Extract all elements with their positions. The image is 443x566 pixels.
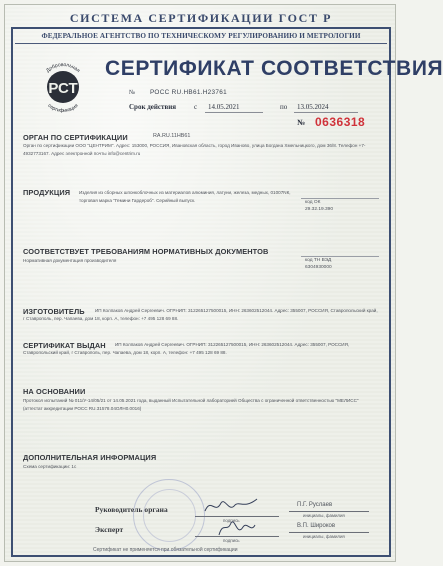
logo-mark: РСТ xyxy=(48,80,78,97)
footer-note: Сертификат не применяется при обязательной сертификации xyxy=(93,547,238,553)
validity-from-label: с xyxy=(194,103,198,111)
extra-text: Схема сертификации: 1с xyxy=(23,464,77,469)
tnved-label: код ТН ВЭД xyxy=(305,258,332,263)
document-title: СЕРТИФИКАТ СООТВЕТСТВИЯ xyxy=(105,57,443,80)
validity-to-label: по xyxy=(280,103,288,111)
tnved-code: 6304930000 xyxy=(305,265,332,270)
validity-label: Срок действия xyxy=(129,103,177,111)
expert-sign-caption: подпись xyxy=(223,538,240,543)
svg-text:сертификация xyxy=(46,103,79,114)
round-stamp xyxy=(133,479,205,551)
expert-name-line xyxy=(289,532,369,533)
expert-label: Эксперт xyxy=(95,525,124,534)
system-title: СИСТЕМА СЕРТИФИКАЦИИ ГОСТ Р xyxy=(69,11,333,25)
agency-name: ФЕДЕРАЛЬНОЕ АГЕНТСТВО ПО ТЕХНИЧЕСКОМУ РЕГУЛИРОВАНИЮ И МЕТРОЛОГИИ xyxy=(41,32,361,40)
serial-number-label: № xyxy=(297,118,306,127)
logo-text-bottom: сертификация xyxy=(46,102,80,115)
product-code: 29.32.19.390 xyxy=(305,207,334,212)
head-name: П.Г. Руслаев xyxy=(297,502,333,508)
date-from-underline xyxy=(205,112,263,113)
expert-name: В.П. Широков xyxy=(297,523,336,529)
validity-date-to: 13.05.2024 xyxy=(297,103,329,111)
head-label: Руководитель органа xyxy=(95,505,168,514)
head-name-caption: инициалы, фамилия xyxy=(303,513,345,518)
head-sign-caption: подпись xyxy=(223,518,240,523)
expert-sign-line xyxy=(195,536,279,537)
organ-code: RA.RU.11НВ61 xyxy=(153,133,191,139)
issued-text: ИП Колпаков Андрей Сергеевич. ОГРНИП: 312265127500015, ИНН: 263602512044. Адрес: 355007, РОССИЯ, Ставропольский край, г Ставрополь, пер. Чапаева, дом 18, корп. А, телефон: +7 495 128 69 88. xyxy=(23,342,350,355)
rst-logo-icon xyxy=(33,57,93,117)
certificate-sheet xyxy=(4,4,443,562)
organ-title: ОРГАН ПО СЕРТИФИКАЦИИ xyxy=(23,133,128,142)
product-code-label: код ОК xyxy=(305,200,321,205)
product-code-rule xyxy=(301,198,379,199)
maker-text: ИП Колпаков Андрей Сергеевич. ОГРНИП: 312265127500015, ИНН: 263602512044. Адрес: 355007, РОССИЯ, Ставропольский край, г Ставрополь, пер. Чапаева, дом 18, корп. А, телефон: +7 495 128 69 88. xyxy=(23,308,378,321)
head-name-line xyxy=(289,511,369,512)
product-text: Изделия из сборных шпонкоблочных из материалов алюминия, латуни, железа, медных, 01007NК, торговая марка "Гемини Гардероб". Серийный выпуск. xyxy=(79,190,291,203)
conformity-text: Нормативная документация производителя xyxy=(23,258,117,263)
product-title: ПРОДУКЦИЯ xyxy=(23,188,71,197)
maker-title: ИЗГОТОВИТЕЛЬ xyxy=(23,307,85,316)
date-to-underline xyxy=(294,112,358,113)
tnved-rule xyxy=(301,256,379,257)
logo-text-top: Добровольная xyxy=(45,61,81,74)
reg-number-label: № xyxy=(129,89,136,96)
basis-title: НА ОСНОВАНИИ xyxy=(23,387,86,396)
basis-text: Протокол испытаний № 011/У-14/05/21 от 14.05.2021 года, выданный Испытательной лабораторией Общества с ограниченной ответственностью "МЕЛИСС" (аттестат аккредитации РОСС RU.31578.04ОЛН0.0016) xyxy=(23,398,359,411)
agency-rule xyxy=(15,43,387,44)
reg-number: РОСС RU.НВ61.Н23761 xyxy=(150,89,227,96)
issued-title: СЕРТИФИКАТ ВЫДАН xyxy=(23,341,106,350)
conformity-title: СООТВЕТСТВУЕТ ТРЕБОВАНИЯМ НОРМАТИВНЫХ ДОКУМЕНТОВ xyxy=(23,247,269,256)
expert-name-caption: инициалы, фамилия xyxy=(303,534,345,539)
organ-text: Орган по сертификации ООО "ЦЕНТРИМ". Адрес: 153000, РОССИЯ, Ивановская область, город Иваново, улица Богдана Хмельницкого, дом 36/8. Телефон +7-4932773167. Адрес электронной почты info@centrim.ru xyxy=(23,143,366,156)
validity-date-from: 14.05.2021 xyxy=(208,103,240,111)
serial-number: 0636318 xyxy=(315,115,366,129)
extra-title: ДОПОЛНИТЕЛЬНАЯ ИНФОРМАЦИЯ xyxy=(23,453,157,462)
